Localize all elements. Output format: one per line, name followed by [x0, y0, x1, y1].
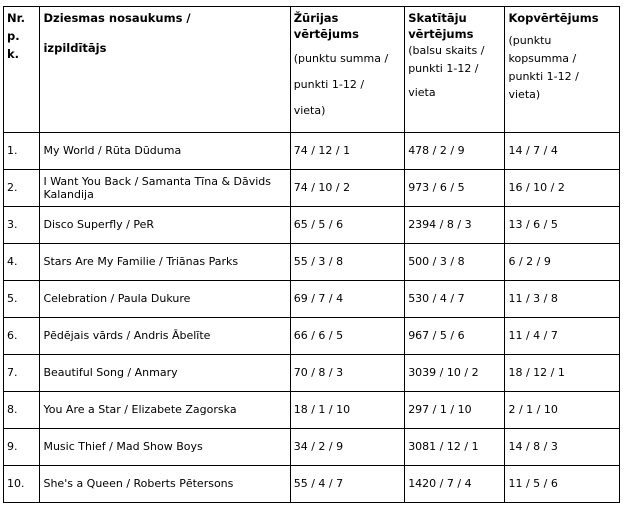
table-row [4, 244, 620, 281]
header-viewers-title-2: vērtējums [408, 27, 474, 41]
cell-nr: 2. [4, 170, 40, 207]
cell-viewers: 478 / 2 / 9 [405, 133, 505, 170]
header-nr [4, 7, 40, 133]
cell-jury: 55 / 3 / 8 [290, 244, 404, 281]
header-jury-title-2: vērtējums [293, 27, 359, 41]
cell-jury: 34 / 2 / 9 [290, 429, 404, 466]
cell-viewers: 973 / 6 / 5 [405, 170, 505, 207]
results-table [3, 6, 620, 503]
cell-total: 2 / 1 / 10 [505, 392, 620, 429]
cell-song: My World / Rūta Dūduma [40, 133, 290, 170]
header-total [505, 7, 620, 133]
cell-jury: 69 / 7 / 4 [290, 281, 404, 318]
cell-viewers: 500 / 3 / 8 [405, 244, 505, 281]
cell-total: 13 / 6 / 5 [505, 207, 620, 244]
table-row [4, 355, 620, 392]
cell-nr: 3. [4, 207, 40, 244]
cell-song: She's a Queen / Roberts Pētersons [40, 466, 290, 503]
table-header-row [4, 7, 620, 133]
header-total-sub-1: (punktu [508, 34, 552, 47]
cell-song: Celebration / Paula Dukure [40, 281, 290, 318]
header-viewers [405, 7, 505, 133]
cell-viewers: 297 / 1 / 10 [405, 392, 505, 429]
cell-viewers: 967 / 5 / 6 [405, 318, 505, 355]
header-nr-line2: p. [7, 29, 20, 43]
cell-jury: 74 / 12 / 1 [290, 133, 404, 170]
table-row [4, 170, 620, 207]
header-jury-sub-3: vieta) [293, 104, 326, 117]
cell-viewers: 3039 / 10 / 2 [405, 355, 505, 392]
cell-song: Music Thief / Mad Show Boys [40, 429, 290, 466]
cell-jury: 70 / 8 / 3 [290, 355, 404, 392]
cell-total: 11 / 5 / 6 [505, 466, 620, 503]
cell-nr: 4. [4, 244, 40, 281]
header-jury-title-1: Žūrijas [293, 11, 339, 25]
cell-nr: 9. [4, 429, 40, 466]
cell-nr: 10. [4, 466, 40, 503]
cell-jury: 74 / 10 / 2 [290, 170, 404, 207]
table-row [4, 392, 620, 429]
cell-total: 14 / 8 / 3 [505, 429, 620, 466]
table-row [4, 207, 620, 244]
table-row [4, 281, 620, 318]
cell-viewers: 3081 / 12 / 1 [405, 429, 505, 466]
table-row [4, 466, 620, 503]
table-row [4, 318, 620, 355]
table-row [4, 133, 620, 170]
header-nr-line3: k. [7, 47, 20, 61]
cell-jury: 66 / 6 / 5 [290, 318, 404, 355]
cell-nr: 8. [4, 392, 40, 429]
cell-jury: 55 / 4 / 7 [290, 466, 404, 503]
header-viewers-sub-1: (balsu skaits / [408, 44, 485, 57]
header-total-sub-4: vieta) [508, 88, 541, 101]
cell-nr: 6. [4, 318, 40, 355]
header-total-title: Kopvērtējums [508, 11, 599, 25]
header-total-sub-2: kopsumma / [508, 52, 577, 65]
header-song-line2: izpildītājs [43, 41, 107, 55]
cell-nr: 5. [4, 281, 40, 318]
header-viewers-title-1: Skatītāju [408, 11, 467, 25]
cell-total: 11 / 3 / 8 [505, 281, 620, 318]
cell-nr: 1. [4, 133, 40, 170]
cell-total: 11 / 4 / 7 [505, 318, 620, 355]
cell-viewers: 530 / 4 / 7 [405, 281, 505, 318]
table-row [4, 429, 620, 466]
header-total-sub-3: punkti 1-12 / [508, 70, 579, 83]
header-viewers-sub-3: vieta [408, 86, 436, 99]
cell-total: 18 / 12 / 1 [505, 355, 620, 392]
cell-song: Beautiful Song / Anmary [40, 355, 290, 392]
header-viewers-sub-2: punkti 1-12 / [408, 62, 479, 75]
header-song [40, 7, 290, 133]
cell-song: You Are a Star / Elizabete Zagorska [40, 392, 290, 429]
cell-song: Pēdējais vārds / Andris Ābelīte [40, 318, 290, 355]
header-nr-line1: Nr. [7, 11, 26, 25]
header-song-line1: Dziesmas nosaukums / [43, 11, 191, 25]
cell-song: Disco Superfly / PeR [40, 207, 290, 244]
cell-total: 14 / 7 / 4 [505, 133, 620, 170]
header-jury-sub-1: (punktu summa / [293, 52, 389, 65]
cell-nr: 7. [4, 355, 40, 392]
cell-viewers: 2394 / 8 / 3 [405, 207, 505, 244]
cell-viewers: 1420 / 7 / 4 [405, 466, 505, 503]
cell-total: 16 / 10 / 2 [505, 170, 620, 207]
cell-song: I Want You Back / Samanta Tīna & Dāvids Kalandija [40, 170, 290, 207]
cell-jury: 18 / 1 / 10 [290, 392, 404, 429]
header-jury [290, 7, 404, 133]
cell-total: 6 / 2 / 9 [505, 244, 620, 281]
cell-song: Stars Are My Familie / Triānas Parks [40, 244, 290, 281]
header-jury-sub-2: punkti 1-12 / [293, 78, 365, 91]
cell-jury: 65 / 5 / 6 [290, 207, 404, 244]
